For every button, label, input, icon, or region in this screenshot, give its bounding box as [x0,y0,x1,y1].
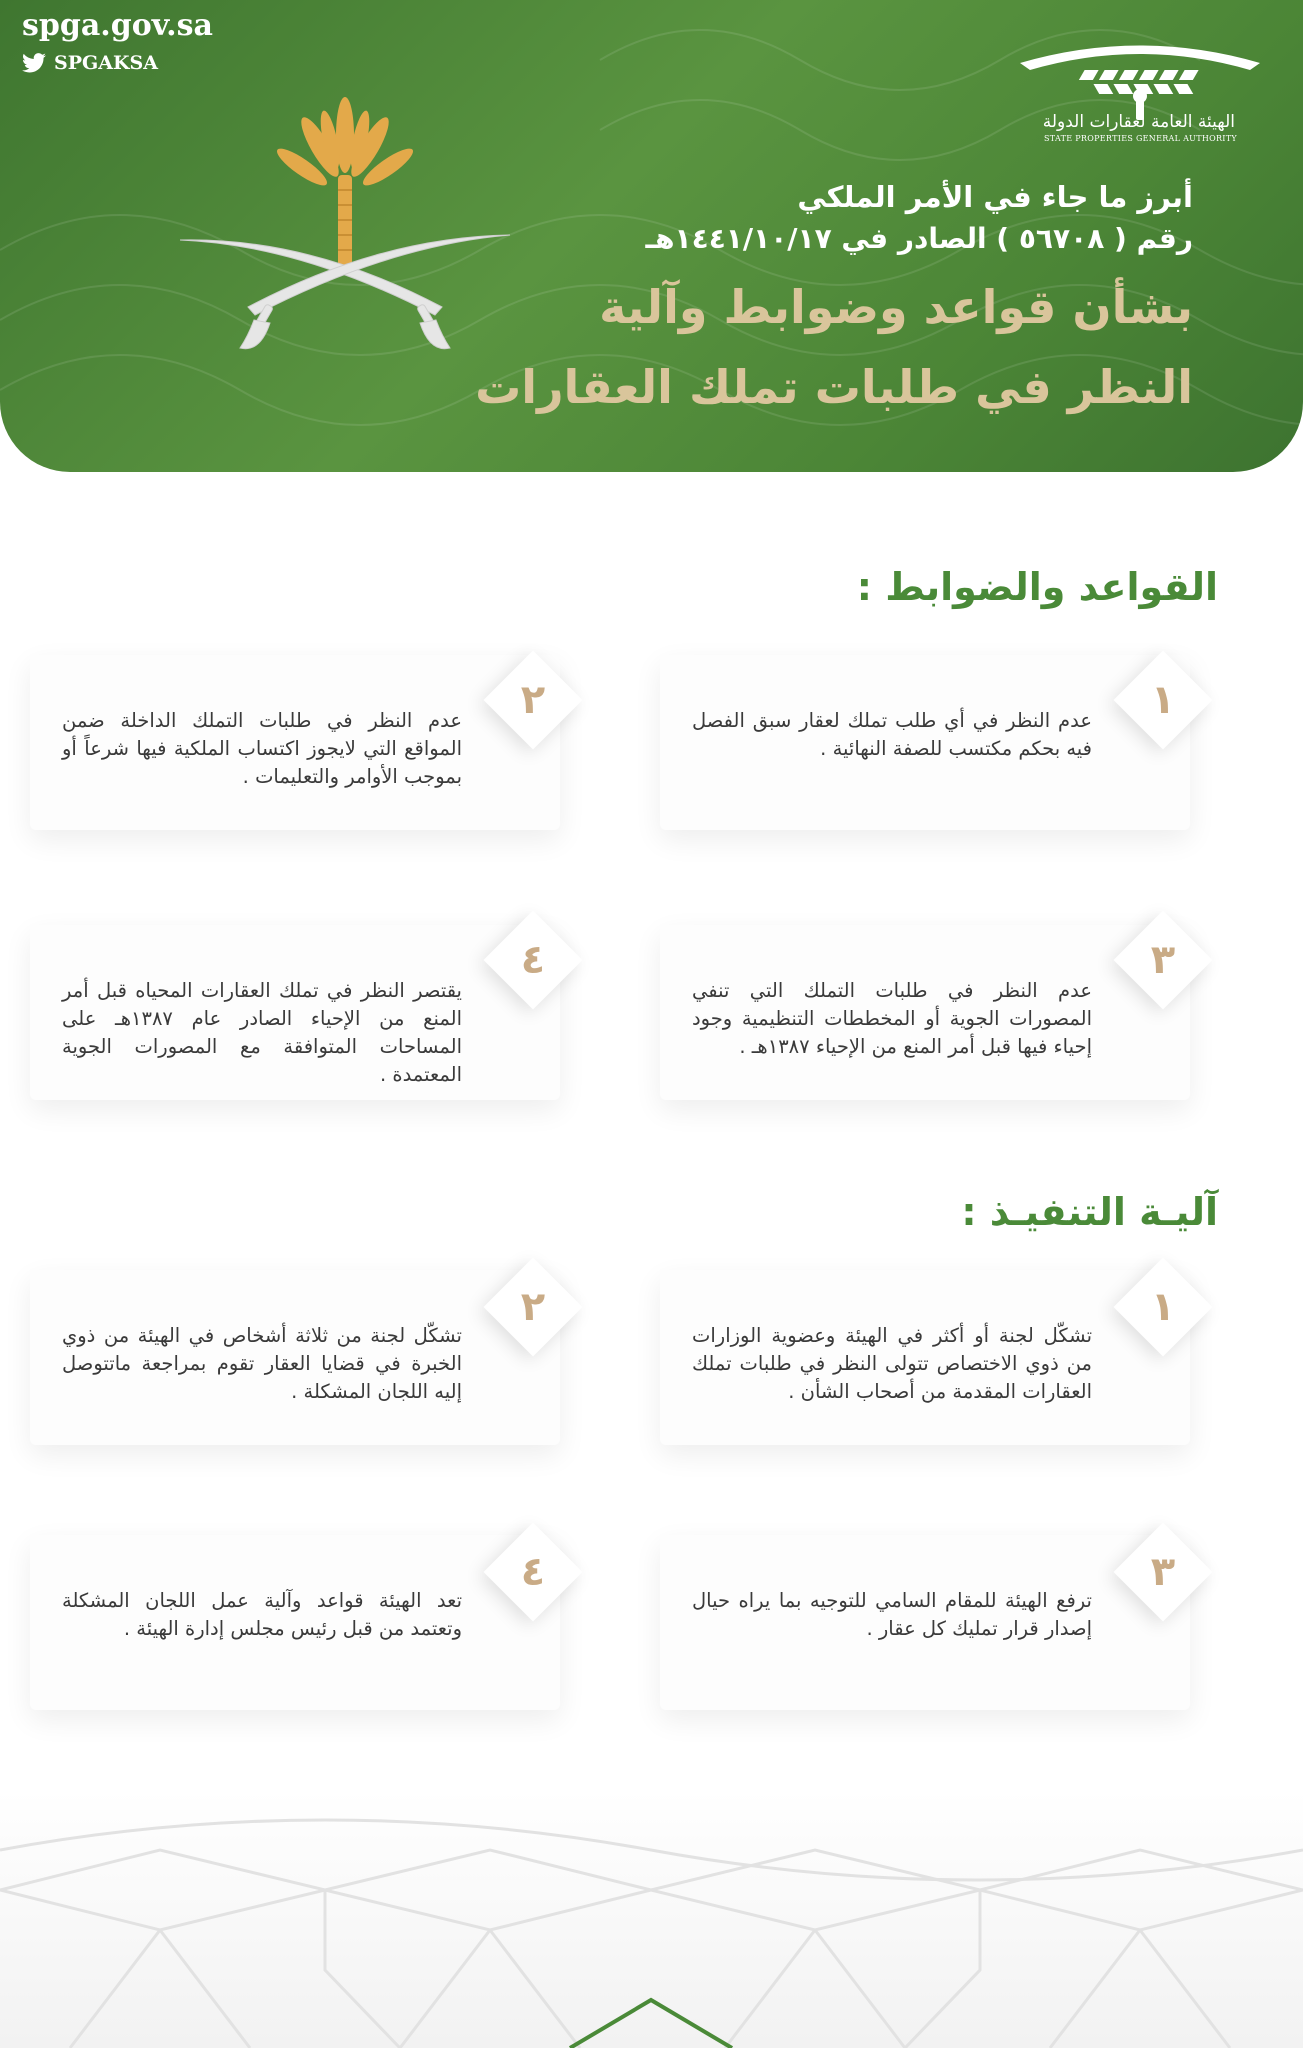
rule-number-3: ٣ [1150,937,1176,983]
twitter-link[interactable] [22,52,158,74]
mechanism-text-3: ترفع الهيئة للمقام السامي للتوجيه بما يراه حيال إصدار قرار تمليك كل عقار . [692,1589,1092,1640]
rule-text-3: عدم النظر في طلبات التملك التي تنفي المصورات الجوية أو المخططات التنظيمية وجود إحياء فيها قبل أمر المنع من الإحياء ١٣٨٧هـ . [692,979,1092,1058]
rule-number-4: ٤ [520,937,546,983]
headline-line-2: النظر في طلبات تملك العقارات [475,360,1193,414]
mechanism-text-2: تشكّل لجنة من ثلاثة أشخاص في الهيئة من ذوي الخبرة في قضايا العقار تقوم بمراجعة ماتتوصل إليه اللجان المشكلة . [62,1324,462,1403]
rule-card-2 [30,655,560,830]
saudi-emblem-icon [180,95,510,365]
mechanism-number-4: ٤ [520,1549,546,1595]
twitter-icon [22,53,46,73]
mechanism-number-1: ١ [1150,1284,1176,1330]
header-banner [0,0,1303,472]
rule-card-3 [660,925,1190,1100]
footer-geometric-pattern [0,1790,1303,2048]
headline-line-1: بشأن قواعد وضوابط وآلية [599,280,1193,334]
authority-name-english: STATE PROPERTIES GENERAL AUTHORITY [1044,134,1237,143]
site-url[interactable]: spga.gov.sa [22,8,213,43]
authority-name-arabic: الهيئة العامة لعقارات الدولة [1042,112,1235,132]
rule-text-1: عدم النظر في أي طلب تملك لعقار سبق الفصل فيه بحكم مكتسب للصفة النهائية . [692,709,1092,760]
twitter-handle: SPGAKSA [54,52,158,74]
mechanism-card-1 [660,1270,1190,1445]
mechanism-text-4: تعد الهيئة قواعد وآلية عمل اللجان المشكلة وتعتمد من قبل رئيس مجلس إدارة الهيئة . [62,1589,462,1640]
mechanism-text-1: تشكّل لجنة أو أكثر في الهيئة وعضوية الوزارات من ذوي الاختصاص تتولى النظر في طلبات تملك العقارات المقدمة من أصحاب الشأن . [692,1324,1092,1403]
rule-card-4 [30,925,560,1100]
rule-text-2: عدم النظر في طلبات التملك الداخلة ضمن المواقع التي لايجوز اكتساب الملكية فيها شرعاً أو بموجب الأوامر والتعليمات . [62,709,462,788]
rules-section-title: القواعد والضوابط : [856,565,1218,609]
mechanism-section-title: آليـة التنفيـذ : [961,1190,1218,1234]
mechanism-number-3: ٣ [1150,1549,1176,1595]
rule-number-2: ٢ [520,677,546,723]
rule-card-1 [660,655,1190,830]
rule-text-4: يقتصر النظر في تملك العقارات المحياه قبل أمر المنع من الإحياء الصادر عام ١٣٨٧هـ على المساحات المتوافقة مع المصورات الجوية المعتمدة . [62,979,462,1086]
mechanism-card-4 [30,1535,560,1710]
mechanism-number-2: ٢ [520,1284,546,1330]
decree-number: رقم ( ٥٦٧٠٨ ) الصادر في ١٤٤١/١٠/١٧هـ [645,222,1193,255]
mechanism-card-3 [660,1535,1190,1710]
rule-number-1: ١ [1150,677,1176,723]
decree-heading: أبرز ما جاء في الأمر الملكي [797,180,1193,214]
mechanism-card-2 [30,1270,560,1445]
